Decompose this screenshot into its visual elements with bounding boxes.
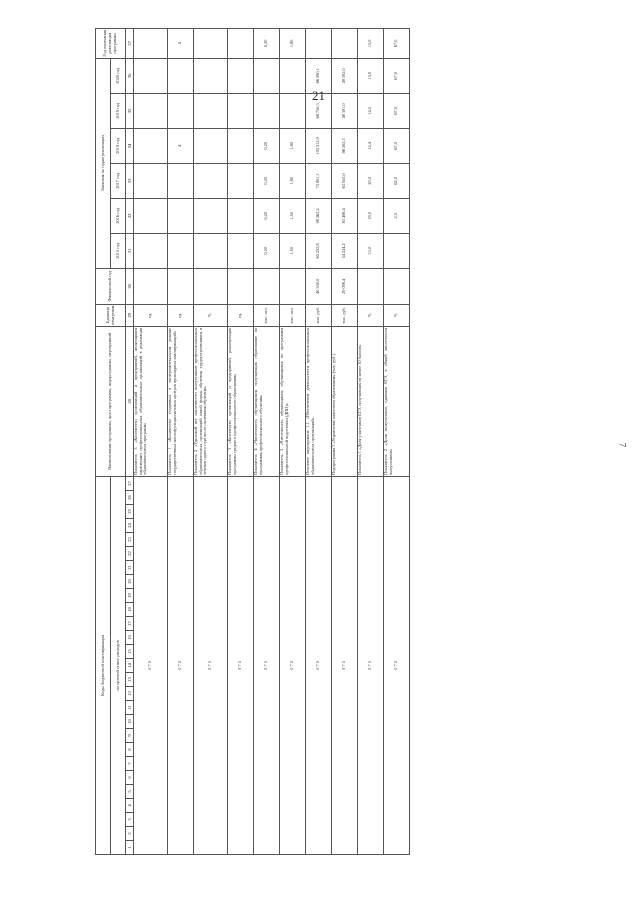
year-value-cell: 65 255,8 [306, 233, 332, 268]
page-number: 21 [312, 88, 325, 103]
year-value-cell [194, 58, 228, 93]
description-cell: Основное мероприятие 1.1 «Обеспечение деятельности профессиональных образовательных организаций» [306, 326, 332, 476]
end-year-cell [306, 28, 332, 58]
column-number: 20 [126, 575, 134, 589]
year-value-cell: 98 263,2 [306, 198, 332, 233]
column-number: 6 [126, 771, 134, 785]
column-number: 36 [126, 58, 134, 93]
table-row [228, 28, 254, 854]
year-value-cell [134, 163, 168, 198]
column-number: 31 [126, 233, 134, 268]
year-value-cell: 1,80 [280, 163, 306, 198]
code-col-header: по целевой статье расходов [111, 476, 126, 854]
values-group-header: Значения по годам реализации [96, 58, 111, 268]
budget-code-cell: 0 7 5 [358, 476, 384, 854]
table-row [332, 28, 358, 854]
unit-cell: % [384, 304, 410, 326]
year-value-cell [254, 93, 280, 128]
year-value-cell [168, 58, 194, 93]
column-number: 3 [126, 813, 134, 827]
year-value-cell: 2,5 [384, 198, 410, 233]
table-row [384, 28, 410, 854]
end-year-cell: 0,20 [254, 28, 280, 58]
base-year-cell [384, 268, 410, 304]
column-number: 10 [126, 715, 134, 729]
end-year-cell [134, 28, 168, 58]
base-year-cell: 29 098,4 [332, 268, 358, 304]
year-value-cell [194, 233, 228, 268]
table-row [254, 28, 280, 854]
column-number: 16 [126, 631, 134, 645]
budget-code-cell: 0 7 5 [194, 476, 228, 854]
column-number: 23 [126, 533, 134, 547]
description-cell: Показатель 2 «Доля выпускников, сдавших ЕГЭ, в общей численности выпускников» [384, 326, 410, 476]
description-cell: Показатель 3 «Количество организаций и предприятий, являющихся партнерами профессиональных образовательных организаций в реализации образовательных программ» [134, 326, 168, 476]
description-cell: Показатель 3 «Количество организаций и предприятий, реализующих программы среднего профессионального образования» [228, 326, 254, 476]
year-value-cell: 62,0 [384, 163, 410, 198]
description-cell: Показатель 5 «Численность обучающихся, обучающихся по программам профессиональной подготовки (ДПО)» [280, 326, 306, 476]
year-value-cell: 73 801,1 [306, 163, 332, 198]
table-row [280, 28, 306, 854]
year-value-cell [134, 233, 168, 268]
year-value-cell [254, 58, 280, 93]
column-number: 4 [126, 799, 134, 813]
code-group-header: Коды бюджетной классификации [96, 476, 111, 854]
column-number: 13 [126, 673, 134, 687]
unit-cell: тыс. чел. [280, 304, 306, 326]
base-year-cell [168, 268, 194, 304]
table-row [358, 28, 384, 854]
end-year-header: Год окончания реализации программы [96, 28, 126, 58]
budget-code-cell: 0 7 5 [280, 476, 306, 854]
year-value-cell: 20,0 [358, 163, 384, 198]
name-header: Наименование программы, цели программы, подпрограммы, мероприятий [96, 326, 126, 476]
description-cell: Подпрограмма 3 «Управление качеством образования» (тыс. руб.) [332, 326, 358, 476]
year-value-cell: 13,0 [358, 233, 384, 268]
column-number: 2 [126, 827, 134, 841]
year-value-cell [194, 128, 228, 163]
column-number: 8 [126, 743, 134, 757]
unit-cell: тыс. руб. [332, 304, 358, 326]
unit-cell: ед. [134, 304, 168, 326]
table-row [306, 28, 332, 854]
year-value-cell [228, 163, 254, 198]
year-header: 2017 год [111, 163, 126, 198]
unit-cell: тыс. руб. [306, 304, 332, 326]
year-value-cell [134, 128, 168, 163]
column-number: 25 [126, 505, 134, 519]
end-year-cell: 1,80 [280, 28, 306, 58]
year-value-cell [168, 93, 194, 128]
year-value-cell: 63 055,0 [332, 163, 358, 198]
year-value-cell [228, 58, 254, 93]
year-value-cell: 1,50 [280, 198, 306, 233]
base-year-cell [228, 268, 254, 304]
base-year-cell [254, 268, 280, 304]
page-side-number: 7 [617, 442, 628, 448]
year-value-cell: 1,50 [280, 233, 306, 268]
unit-cell: ед. [168, 304, 194, 326]
program-indicators-table [95, 28, 410, 855]
column-number: 1 [126, 841, 134, 855]
year-value-cell: 0,20 [254, 233, 280, 268]
column-number: 21 [126, 561, 134, 575]
year-value-cell [168, 163, 194, 198]
column-number: 18 [126, 603, 134, 617]
year-value-cell [228, 198, 254, 233]
unit-cell: ед. [228, 304, 254, 326]
year-value-cell: 4 [168, 128, 194, 163]
budget-code-cell: 0 7 5 [254, 476, 280, 854]
end-year-cell [228, 28, 254, 58]
year-value-cell [228, 128, 254, 163]
year-value-cell [228, 233, 254, 268]
year-value-cell: 15,0 [358, 58, 384, 93]
column-number: 30 [126, 268, 134, 304]
year-value-cell: 103 512,0 [306, 128, 332, 163]
year-value-cell [280, 58, 306, 93]
year-value-cell: 49 391,0 [332, 93, 358, 128]
year-value-cell [134, 58, 168, 93]
column-number: 17 [126, 617, 134, 631]
year-value-cell [134, 93, 168, 128]
year-header: 2020 год [111, 58, 126, 93]
column-number: 7 [126, 757, 134, 771]
year-value-cell: 67,0 [384, 58, 410, 93]
year-value-cell: 0,20 [254, 163, 280, 198]
year-value-cell: 14,5 [358, 93, 384, 128]
description-cell: Показатель 4 «Численность обучающихся, получающих образование по программам профессионального обучения» [254, 326, 280, 476]
end-year-cell [194, 28, 228, 58]
end-year-cell: 4 [168, 28, 194, 58]
description-cell: Показатель 2 «Удельный вес численности выпускников профессиональных образовательных организаций очной формы обучения, трудоустроившихся в течение одного года после окончания обучения» [194, 326, 228, 476]
column-number: 27 [126, 476, 134, 490]
budget-code-cell: 0 7 5 [168, 476, 194, 854]
column-number: 26 [126, 491, 134, 505]
column-number: 15 [126, 645, 134, 659]
column-number: 24 [126, 519, 134, 533]
year-value-cell: 0,20 [254, 128, 280, 163]
rotated-table-wrapper [95, 30, 585, 855]
budget-code-cell: 0 7 5 [228, 476, 254, 854]
column-number: 5 [126, 785, 134, 799]
budget-code-cell: 0 7 5 [306, 476, 332, 854]
year-header: 2015 год [111, 233, 126, 268]
base-year-cell: 40 530,0 [306, 268, 332, 304]
column-number: 28 [126, 326, 134, 476]
base-year-cell [134, 268, 168, 304]
year-value-cell: 54 224,2 [332, 233, 358, 268]
fin-year-header: Финансовый год [96, 268, 126, 304]
base-year-cell [358, 268, 384, 304]
unit-cell: тыс. чел. [254, 304, 280, 326]
year-value-cell: 68 750,3 [306, 93, 332, 128]
end-year-cell [332, 28, 358, 58]
column-number: 33 [126, 163, 134, 198]
year-value-cell: 1,80 [280, 128, 306, 163]
column-number: 22 [126, 547, 134, 561]
column-number: 37 [126, 28, 134, 58]
year-value-cell: 12,4 [358, 128, 384, 163]
column-number: 12 [126, 687, 134, 701]
year-value-cell: 49 392,0 [332, 58, 358, 93]
year-value-cell [168, 198, 194, 233]
base-year-cell [194, 268, 228, 304]
budget-code-cell: 0 7 5 [384, 476, 410, 854]
column-number: 35 [126, 93, 134, 128]
year-value-cell [228, 93, 254, 128]
year-value-cell [168, 233, 194, 268]
rotated-sheet [95, 30, 585, 855]
column-number: 14 [126, 659, 134, 673]
column-number: 32 [126, 198, 134, 233]
year-value-cell [384, 233, 410, 268]
year-value-cell: 86 502,3 [332, 128, 358, 163]
year-value-cell: 67,0 [384, 128, 410, 163]
year-value-cell: 18,0 [358, 198, 384, 233]
year-value-cell: 83 406,4 [332, 198, 358, 233]
year-value-cell [280, 93, 306, 128]
year-value-cell: 67,0 [384, 93, 410, 128]
base-year-cell [280, 268, 306, 304]
budget-code-cell: 0 7 5 [134, 476, 168, 854]
unit-header: Единица измерения [96, 304, 126, 326]
year-value-cell: 0,20 [254, 198, 280, 233]
table-row [168, 28, 194, 854]
year-value-cell: 66 590,1 [306, 58, 332, 93]
year-value-cell [194, 93, 228, 128]
budget-code-cell: 0 7 5 [332, 476, 358, 854]
unit-cell: % [194, 304, 228, 326]
unit-cell: % [358, 304, 384, 326]
column-number: 9 [126, 729, 134, 743]
end-year-cell: 67,0 [384, 28, 410, 58]
description-cell: Показатель 1 «Количество созданных в экспериментальном режиме государственных многофункциональных центров прикладных квалификаций» [168, 326, 194, 476]
year-value-cell [134, 198, 168, 233]
column-number: 29 [126, 304, 134, 326]
column-number: 19 [126, 589, 134, 603]
year-value-cell [194, 198, 228, 233]
description-cell: Показатель 1 «Доля участников ЕГЭ, получивших не менее 30 баллов» [358, 326, 384, 476]
column-number: 34 [126, 128, 134, 163]
year-header: 2016 год [111, 198, 126, 233]
end-year-cell: 15,0 [358, 28, 384, 58]
table-row [134, 28, 168, 854]
year-value-cell [194, 163, 228, 198]
table-row [194, 28, 228, 854]
year-header: 2019 год [111, 93, 126, 128]
year-header: 2018 год [111, 128, 126, 163]
column-number: 11 [126, 701, 134, 715]
